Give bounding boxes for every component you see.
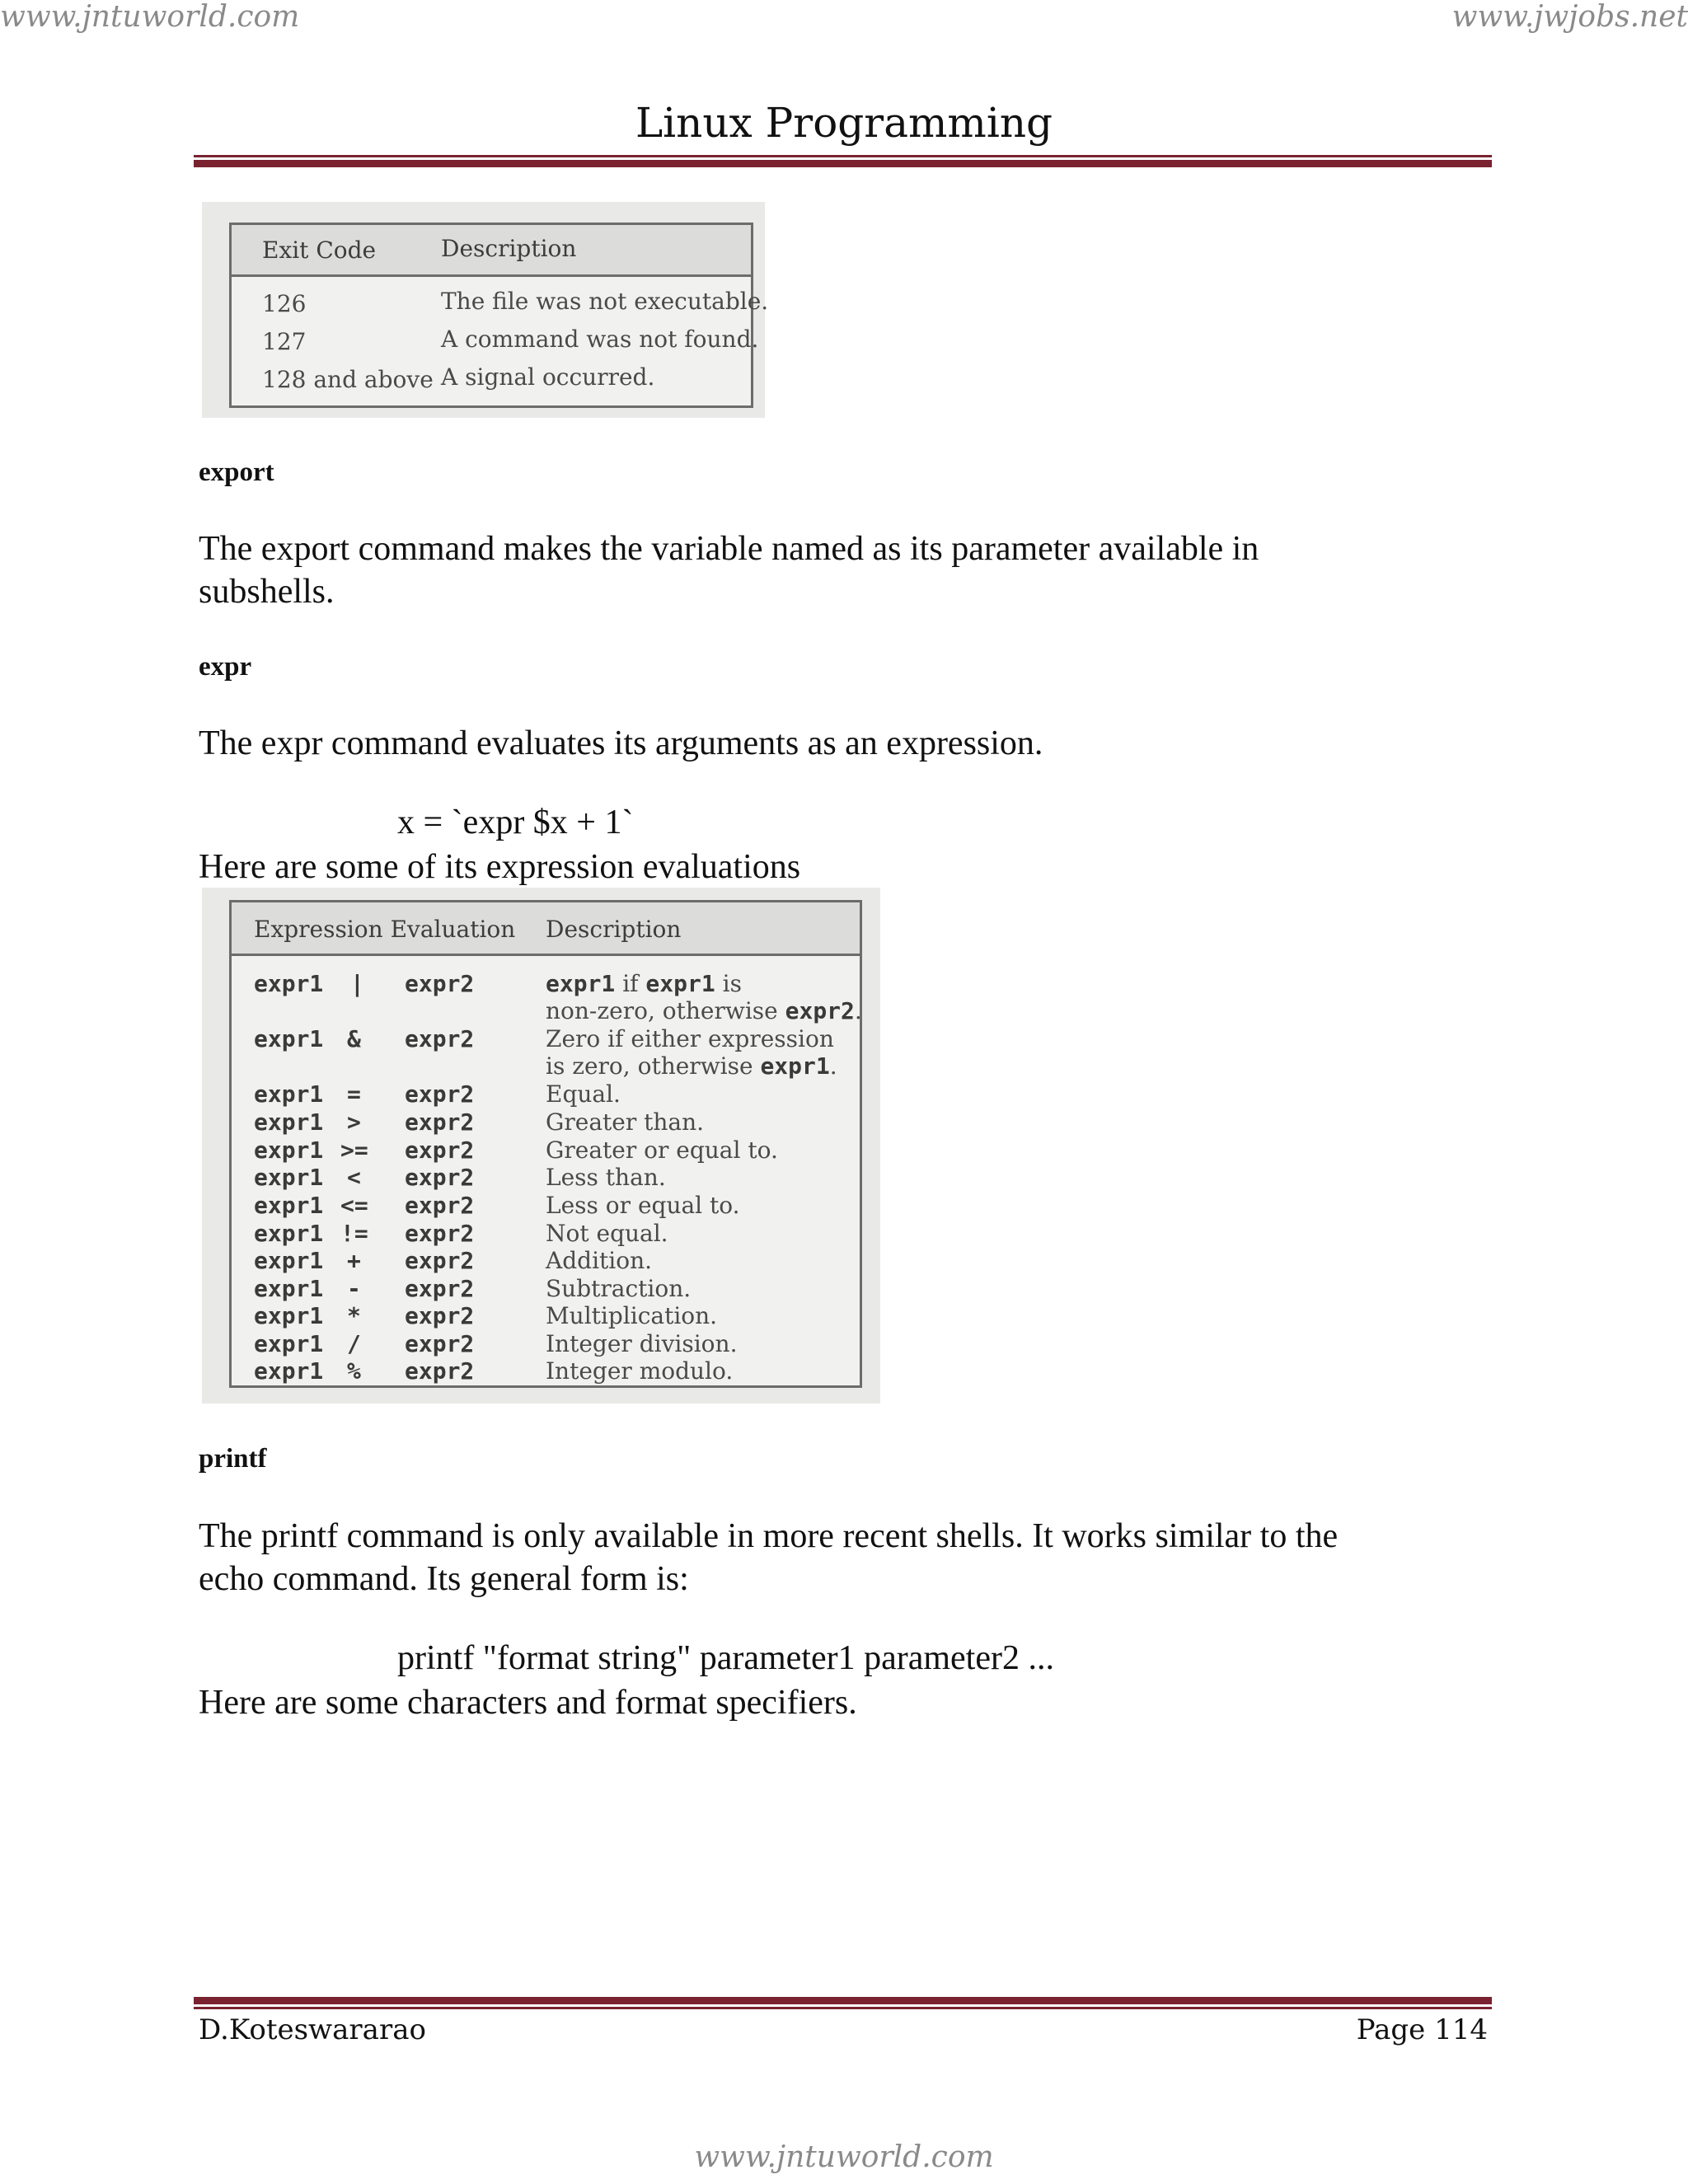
table-row-operator: *: [347, 1302, 361, 1329]
table-row-code: 127: [262, 328, 307, 355]
printf-code-example: printf "format string" parameter1 parameter2 ...: [397, 1639, 1054, 1677]
table-row-description: Equal.: [546, 1080, 621, 1108]
table-row-operator: -: [347, 1275, 361, 1302]
table-row-description: A command was not found.: [441, 326, 759, 353]
description-column-header: Description: [546, 916, 682, 943]
table-row-left: expr1: [254, 1302, 324, 1329]
table-row-right: expr2: [405, 1080, 475, 1108]
table-row-left: expr1: [254, 1247, 324, 1274]
export-description: The export command makes the variable named as its parameter available in subshells.: [199, 530, 1259, 611]
expression-table-frame: [229, 900, 862, 1388]
section-heading-expr: expr: [199, 652, 252, 682]
table-row-description: Multiplication.: [546, 1302, 718, 1329]
footer-rule: [194, 1997, 1492, 2009]
table-row-description: expr1 if expr1 is: [546, 970, 742, 997]
table-row-left: expr1: [254, 1108, 324, 1136]
table-row-description: A signal occurred.: [441, 363, 655, 391]
table-row-operator: &: [347, 1025, 361, 1052]
table-row-left: expr1: [254, 1025, 324, 1052]
expr-code-example: x = `expr $x + 1`: [397, 804, 634, 841]
expression-table: [202, 888, 880, 1404]
table-row-left: expr1: [254, 970, 324, 997]
table-row-operator: /: [347, 1330, 361, 1357]
table-row-right: expr2: [405, 1220, 475, 1247]
table-row-description: Integer division.: [546, 1330, 738, 1357]
table-row-right: expr2: [405, 1330, 475, 1357]
watermark-bottom: www.jntuworld.com: [694, 2140, 994, 2174]
page-title: Linux Programming: [635, 99, 1053, 147]
table-row-code: 128 and above: [262, 366, 434, 393]
table-row-description: The file was not executable.: [441, 288, 769, 315]
printf-description: The printf command is only available in more recent shells. It works similar to the echo command. Its general form is:: [199, 1517, 1339, 1598]
table-row-operator: <=: [340, 1192, 368, 1219]
table-row-operator: >: [347, 1108, 361, 1136]
exit-code-column-header: Exit Code: [262, 237, 377, 264]
section-heading-export: export: [199, 457, 274, 487]
table-row-left: expr1: [254, 1357, 324, 1385]
footer-page-number: Page 114: [1356, 2013, 1488, 2046]
table-row-left: expr1: [254, 1137, 324, 1164]
table-row-description: Less or equal to.: [546, 1192, 740, 1219]
table-row-description-cont: is zero, otherwise expr1.: [546, 1052, 837, 1080]
description-column-header: Description: [441, 235, 577, 262]
table-row-description-cont: non-zero, otherwise expr2.: [546, 997, 862, 1024]
table-row-left: expr1: [254, 1080, 324, 1108]
table-row-description: Addition.: [546, 1247, 653, 1274]
footer-author: D.Koteswararao: [199, 2013, 426, 2046]
table-row-right: expr2: [405, 1247, 475, 1274]
table-row-right: expr2: [405, 1108, 475, 1136]
table-row-operator: <: [347, 1164, 361, 1191]
watermark-top-right: www.jwjobs.net: [1451, 0, 1688, 34]
expression-table-header: [232, 902, 860, 956]
expression-column-header: Expression Evaluation: [254, 916, 516, 943]
table-row-right: expr2: [405, 970, 475, 997]
table-row-description: Zero if either expression: [546, 1025, 834, 1052]
table-row-left: expr1: [254, 1192, 324, 1219]
expr-followup-text: Here are some of its expression evaluations: [199, 848, 801, 886]
section-heading-printf: printf: [199, 1444, 267, 1474]
table-row-operator: |: [350, 970, 364, 997]
table-row-description: Integer modulo.: [546, 1357, 734, 1385]
exit-code-table: [202, 202, 769, 418]
table-row-right: expr2: [405, 1137, 475, 1164]
table-row-description: Greater or equal to.: [546, 1137, 778, 1164]
watermark-top-left: www.jntuworld.com: [0, 0, 300, 34]
table-row-operator: %: [347, 1357, 361, 1385]
header-rule: [194, 155, 1492, 167]
table-row-operator: >=: [340, 1137, 368, 1164]
printf-followup-text: Here are some characters and format specifiers.: [199, 1684, 857, 1722]
table-row-left: expr1: [254, 1164, 324, 1191]
table-row-operator: +: [347, 1247, 361, 1274]
table-row-description: Not equal.: [546, 1220, 668, 1247]
table-row-operator: !=: [340, 1220, 368, 1247]
table-row-right: expr2: [405, 1192, 475, 1219]
table-row-operator: =: [347, 1080, 361, 1108]
table-row-code: 126: [262, 290, 307, 317]
table-row-description: Subtraction.: [546, 1275, 692, 1302]
table-row-right: expr2: [405, 1302, 475, 1329]
table-row-left: expr1: [254, 1220, 324, 1247]
table-row-left: expr1: [254, 1275, 324, 1302]
table-row-right: expr2: [405, 1025, 475, 1052]
table-row-left: expr1: [254, 1330, 324, 1357]
table-row-right: expr2: [405, 1164, 475, 1191]
table-row-description: Greater than.: [546, 1108, 705, 1136]
table-row-description: Less than.: [546, 1164, 666, 1191]
table-row-right: expr2: [405, 1357, 475, 1385]
expr-description: The expr command evaluates its arguments as an expression.: [199, 724, 1043, 762]
table-row-right: expr2: [405, 1275, 475, 1302]
exit-code-table-header: [232, 225, 751, 277]
exit-code-table-frame: [229, 223, 769, 408]
